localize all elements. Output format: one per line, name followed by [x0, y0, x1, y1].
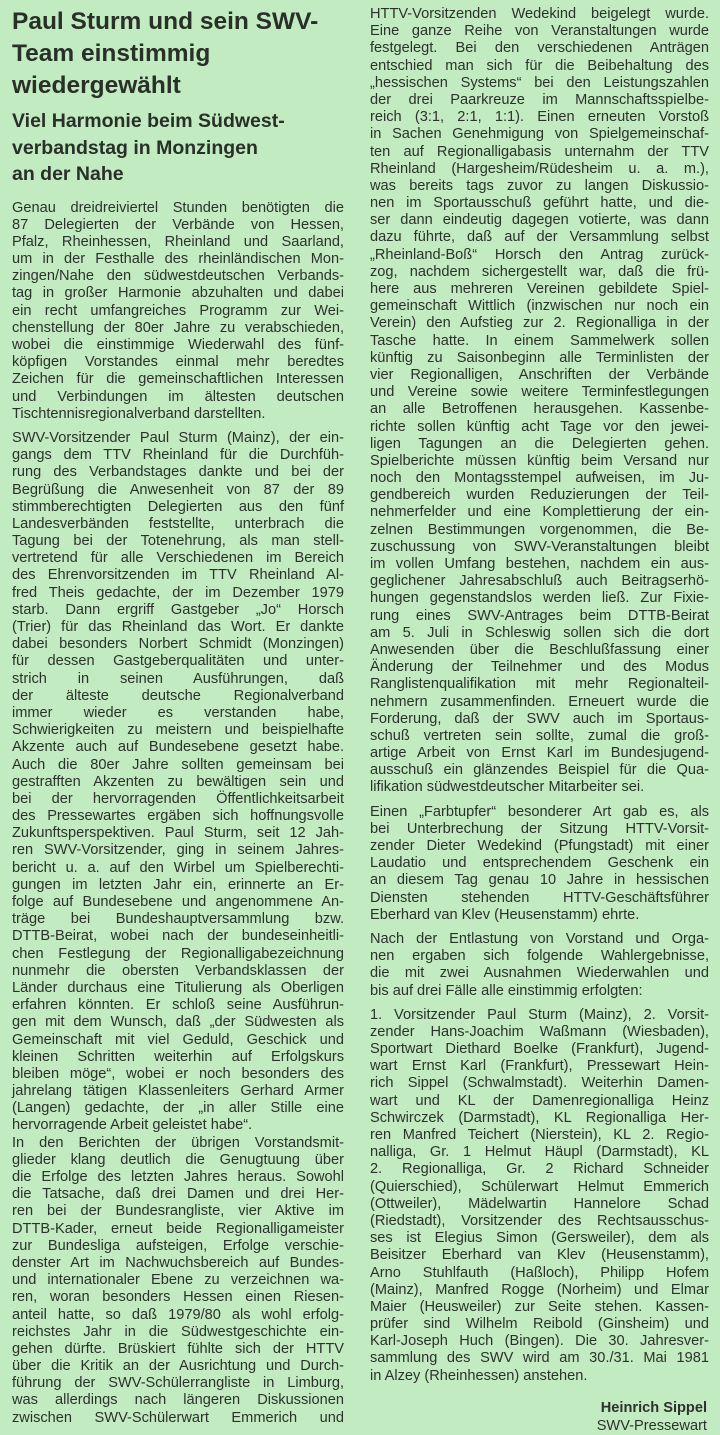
text-line: fred Theis gedachte, der im Dezember 1979	[12, 584, 344, 601]
text-line: zur Bundesliga aufsteigen, Erfolge verschie-	[12, 1237, 344, 1254]
headline	[12, 6, 344, 102]
text-line: zingen/Nahe den südwestdeutschen Verbands-	[12, 268, 344, 285]
text-line: Verein) den Aufstieg zur 2. Regionalliga in der	[370, 315, 709, 332]
text-line: Eine ganze Reihe von Veranstaltungen wurde	[370, 23, 709, 40]
text-line: lifikation südwestdeutscher Mitarbeiter sei.	[370, 779, 645, 796]
paragraph	[370, 1007, 709, 1385]
text-line: nehmerfelder und eine Komplettierung der ein-	[370, 504, 709, 521]
text-line: Arno Stuhlfauth (Haßloch), Philipp Hofem	[370, 1264, 709, 1281]
text-line: zender Dieter Wedekind (Pfungstadt) mit einer	[370, 838, 709, 854]
text-line: Eberhard van Klev (Heusenstamm) ehrte.	[370, 906, 640, 923]
text-line: Genau dreidreiviertel Stunden benötigten die	[12, 199, 344, 216]
text-line: an diesem Tag genau 10 Jahre in hessischen	[370, 872, 709, 889]
text-line: ein recht umfangreiches Programm zur Wei-	[12, 302, 344, 319]
text-line: in Sachen Genehmigung von Spielgemeinschaf-	[370, 126, 709, 143]
text-line: 87 Delegierten der Verbände von Hessen,	[12, 216, 344, 233]
text-line: Einen „Farbtupfer“ besonderer Art gab es, als	[370, 803, 709, 820]
text-line: chenstellung der 80er Jahre zu verabschieden,	[12, 319, 344, 336]
headline-line: wiedergewählt	[12, 72, 181, 99]
text-line: Landesverbänden feststellte, unterbrach die	[12, 515, 344, 532]
subheadline-line: verbandstag in Monzingen	[12, 136, 258, 159]
text-line: Rheinland (Hargesheim/Rüdesheim u. a. m.),	[370, 160, 709, 177]
text-line: für dessen Gastgeberqualitäten und unter-	[12, 653, 344, 670]
text-line: Beisitzer Eberhard van Klev (Heusenstamm),	[370, 1247, 709, 1264]
text-line: Diensten stehenden HTTV-Geschäftsführer	[370, 889, 709, 906]
text-line: an alle Betroffenen herausgehen. Kassenbe-	[370, 401, 709, 418]
text-line: (Riedstadt), Vorsitzender des Rechtsausschus-	[370, 1212, 709, 1229]
article-body-right	[370, 6, 709, 1385]
text-line: bis auf drei Fälle alle einstimmig erfolgten:	[370, 982, 643, 999]
text-line: was allerdings nach längeren Diskussionen	[12, 1392, 344, 1409]
text-line: (Mainz), Manfred Rogge (Norheim) und Elmar	[370, 1281, 709, 1298]
text-line: Länder durchaus eine Titulierung als Oberligen	[12, 979, 344, 996]
paragraph	[12, 1135, 344, 1427]
text-line: wart Ernst Karl (Frankfurt), Pressewart Hein-	[370, 1058, 709, 1075]
text-line: sammlung des SWV wird am 30./31. Mai 1981	[370, 1350, 709, 1367]
text-line: kleinen Schritten weiterhin auf Erfolgskurs	[12, 1048, 344, 1065]
text-line: wart und KL der Damenregionalliga Heinz	[370, 1092, 709, 1109]
text-line: glieder klang deutlich die Genugtuung über	[12, 1151, 344, 1168]
text-line: Nach der Entlastung von Vorstand und Orga-	[370, 930, 709, 947]
text-line: die Tatsache, daß drei Damen und drei Her-	[12, 1186, 344, 1203]
text-line: richte sollen künftig acht Tage vor den jewei-	[370, 418, 709, 435]
left-column	[12, 0, 344, 1427]
paragraph	[370, 931, 709, 1000]
text-line: im vollen Umfang bestehen, nachdem ein aus-	[370, 556, 709, 572]
text-line: vertretend für alle Verschiedenen im Bereich	[12, 550, 344, 567]
headline-line: Paul Sturm und sein SWV-	[12, 8, 319, 35]
text-line: Pfalz, Rheinhessen, Rheinland und Saarland,	[12, 233, 344, 250]
text-line: denster Art im Nachwuchsbereich auf Bundes-	[12, 1254, 344, 1271]
text-line: gemeinschaft Wittlich (inzwischen nur noch ein	[370, 298, 709, 315]
text-line: Zukunftsperspektiven. Paul Sturm, seit 12 Jah-	[12, 825, 344, 842]
text-line: Auch die 80er Jahre sollten gemeinsam bei	[12, 756, 344, 773]
text-line: schuß vertreten sein sollte, zumal die groß-	[370, 727, 709, 744]
text-line: bei der hervorragenden Öffentlichkeitsarbeit	[12, 790, 344, 807]
text-line: strich in seinen Ausführungen, daß	[12, 670, 344, 687]
text-line: gangs dem TTV Rheinland für die Durchfüh-	[12, 447, 344, 464]
text-line: rung des Verbandstages dankte und bei der	[12, 464, 344, 481]
text-line: was bereits tags zuvor zu langen Diskussio-	[370, 177, 709, 194]
text-line: vier Regionalligen, Anschriften der Verbände	[370, 366, 709, 383]
paragraph	[370, 6, 709, 797]
author-name: Heinrich Sippel	[600, 1399, 707, 1416]
text-line: jahrelang tätigen Klassenleiters Gerhard Armer	[12, 1083, 344, 1100]
text-line: dazu führte, daß auf der Versammlung selbst	[370, 229, 709, 246]
text-line: Ranglistenqualifikation mit mehr Regionalteil-	[370, 676, 709, 693]
text-line: Gemeinschaft mit viel Geduld, Geschick und	[12, 1031, 344, 1048]
text-line: Tagung bei der Totenehrung, als man stell-	[12, 533, 344, 550]
text-line: DTTB-Kader, erneut beide Regionalligameister	[12, 1220, 344, 1237]
text-line: der älteste deutsche Regionalverband	[12, 687, 344, 704]
text-line: wobei die einstimmige Wiederwahl des fünf-	[12, 337, 344, 353]
text-line: Schwierigkeiten zu meistern und beispielhafte	[12, 722, 344, 739]
text-line: ren, woran besonders Hessen einen Riesen-	[12, 1289, 344, 1306]
text-line: ligen Tagungen an die Delegierten gehen.	[370, 435, 709, 452]
text-line: künftig zu Saisonbeginn alle Terminlisten der	[370, 349, 709, 366]
text-line: Karl-Joseph Huch (Bingen). Die 30. Jahresver-	[370, 1333, 709, 1350]
text-line: die mit zwei Ausnahmen Wiederwahlen und	[370, 965, 709, 982]
text-line: ren SWV-Vorsitzender, ging in seinem Jahres-	[12, 842, 344, 859]
text-line: (Langen) gedachte, der „in aller Stille eine	[12, 1100, 344, 1117]
text-line: zwischen SWV-Schülerwart Emmerich und	[12, 1409, 344, 1426]
text-line: Maier (Heusweiler) zur Seite stehen. Kassen-	[370, 1298, 709, 1315]
text-line: In den Berichten der übrigen Vorstandsmit-	[12, 1134, 344, 1151]
text-line: DTTB-Beirat, wobei nach der bundeseinheitli-	[12, 928, 344, 945]
text-line: (Quierschied), Schülerwart Helmut Emmerich	[370, 1178, 709, 1195]
text-line: anteil hatte, so daß 1979/80 als wohl erfolg-	[12, 1306, 344, 1323]
text-line: starb. Dann ergriff Gastgeber „Jo“ Horsch	[12, 601, 344, 618]
text-line: gendbereich wurden Reduzierungen der Teil-	[370, 487, 709, 504]
text-line: und internationaler Ebene zu verzeichnen wa-	[12, 1272, 344, 1289]
text-line: noch den Montagsstempel aufweisen, im Ju-	[370, 470, 709, 487]
text-line: des Ehrenvorsitzenden im TTV Rheinland Al-	[12, 567, 344, 584]
text-line: des Pressewartes ergäben sich hoffnungsvolle	[12, 808, 344, 825]
subheadline-line: Viel Harmonie beim Südwest-	[12, 110, 285, 132]
text-line: immer wieder es verstanden habe,	[12, 704, 344, 721]
text-line: here aus mehreren Vereinen gebildete Spiel-	[370, 281, 709, 297]
text-line: HTTV-Vorsitzenden Wedekind beigelegt wurde.	[370, 6, 709, 22]
text-line: tag in großer Harmonie abzuhalten und dabei	[12, 285, 344, 302]
text-line: in Alzey (Rheinhessen) anstehen.	[370, 1367, 588, 1384]
headline-line: Team einstimmig	[12, 40, 211, 67]
text-line: dabei besonders Norbert Schmidt (Monzingen)	[12, 636, 344, 653]
text-line: geglichener Jahresabschluß auch Beitragserhö-	[370, 573, 709, 590]
text-line: nen ergaben sich folgende Wahlergebnisse,	[370, 948, 709, 965]
text-line: 2. Regionalliga, Gr. 2 Richard Schneider	[370, 1161, 709, 1178]
text-line: Spielberichte müssen künftig beim Versand nur	[370, 452, 709, 469]
text-line: gungen im letzten Jahr ein, erinnerte an Er-	[12, 876, 344, 893]
text-line: führung der SWV-Schülerrangliste in Limburg,	[12, 1375, 344, 1392]
text-line: Änderung der Teilnehmer und des Modus	[370, 659, 709, 676]
text-line: nunmehr die obersten Verbandsklassen der	[12, 962, 344, 979]
text-line: Begrüßung die Anwesenheit von 87 der 89	[12, 481, 344, 498]
text-line: 1. Vorsitzender Paul Sturm (Mainz), 2. Vorsit-	[370, 1006, 709, 1023]
text-line: die Erfolge des letzten Jahres heraus. Sowohl	[12, 1169, 344, 1185]
subheadline-line: an der Nahe	[12, 163, 124, 185]
text-line: ser dann eindeutig dagegen votierte, was dann	[370, 212, 709, 229]
right-column	[370, 6, 709, 1435]
text-line: ses ist Elegius Simon (Gersweiler), dem als	[370, 1230, 709, 1247]
text-line: Zeichen für die gemeinschaftlichen Interessen	[12, 371, 344, 388]
subheadline	[12, 108, 344, 188]
text-line: ren Manfred Teichert (Nierstein), KL 2. Regio-	[370, 1127, 709, 1143]
text-line: prüfer sind Wilhelm Reibold (Ginsheim) und	[370, 1316, 709, 1333]
text-line: (Trier) für das Rheinland das Wort. Er dankte	[12, 619, 344, 635]
text-line: hervorragende Arbeit geleistet habe“.	[12, 1117, 253, 1134]
text-line: über die Kritik an der Ausrichtung und Durch-	[12, 1358, 344, 1375]
author-role: SWV-Pressewart	[596, 1417, 707, 1434]
text-line: Anwesenden über die Beschlußfassung einer	[370, 641, 709, 658]
paragraph	[12, 200, 344, 423]
text-line: zender Hans-Joachim Waßmann (Wiesbaden),	[370, 1023, 709, 1040]
text-line: und Verbindungen im ältesten deutschen	[12, 388, 344, 405]
text-line: um in der Festhalle des rheinländischen Mon-	[12, 251, 344, 268]
text-line: ausschuß ein glänzendes Beispiel für die Qua-	[370, 762, 709, 779]
text-line: „Rheinland-Boß“ Horsch den Antrag zurück-	[370, 246, 709, 263]
text-line: chen Festlegung der Regionalligabezeichnung	[12, 945, 344, 962]
author-signature	[370, 1399, 709, 1435]
text-line: träge bei Bundeshauptversammlung bzw.	[12, 911, 344, 928]
text-line: festgelegt. Bei den verschiedenen Anträgen	[370, 40, 709, 57]
text-line: SWV-Vorsitzender Paul Sturm (Mainz), der ein-	[12, 429, 344, 446]
text-line: Schwirczek (Darmstadt), KL Regionalliga Her-	[370, 1109, 709, 1126]
text-line: Tasche hatte. In einem Sammelwerk sollen	[370, 332, 709, 349]
text-line: gehen dürfte. Brüskiert fühlte sich der HTTV	[12, 1340, 344, 1357]
text-line: ren bei der Bundesrangliste, vier Aktive im	[12, 1203, 344, 1220]
text-line: zog, nachdem sichergestellt war, daß die frü-	[370, 263, 709, 280]
text-line: (Ottweiler), Mädelwartin Hannelore Schad	[370, 1195, 709, 1212]
text-line: Akzente auch auf Bundesebene gesetzt habe.	[12, 739, 344, 756]
text-line: gestrafften Akzenten zu bewältigen sein und	[12, 773, 344, 790]
text-line: Forderung, daß der SWV auch im Sportaus-	[370, 710, 709, 727]
text-line: erfahren könnten. Er schloß seine Ausführun-	[12, 997, 344, 1014]
text-line: nalliga, Gr. 1 Helmut Häupl (Darmstadt), KL	[370, 1144, 709, 1161]
text-line: bleiben möge“, wobei er noch besonders des	[12, 1065, 344, 1082]
text-line: Sportwart Diethard Boelke (Frankfurt), Jugend-	[370, 1041, 709, 1058]
text-line: rich Sippel (Schwalmstadt). Weiterhin Damen-	[370, 1075, 709, 1092]
text-line: nen im Sportausschuß geführt hatte, und die-	[370, 195, 709, 212]
text-line: bei Unterbrechung der Sitzung HTTV-Vorsit-	[370, 820, 709, 837]
text-line: bericht u. a. auf den Wirbel um Spielberechti-	[12, 859, 344, 876]
text-line: zelnen Bestimmungen vorgenommen, die Be-	[370, 521, 709, 538]
text-line: artige Arbeit von Ernst Karl im Bundesjugend-	[370, 745, 709, 762]
text-line: gen mit dem Wunsch, daß „der Südwesten als	[12, 1014, 344, 1031]
text-line: zuschussung von SWV-Veranstaltungen bleibt	[370, 538, 709, 555]
text-line: stimmberechtigten Delegierten aus den fünf	[12, 498, 344, 515]
article-body-left	[12, 200, 344, 1427]
text-line: der drei Paarkreuze im Mannschaftsspielbe-	[370, 91, 709, 108]
text-line: reich (3:1, 2:1, 1:1). Einen erneuten Vorstoß	[370, 109, 709, 126]
text-line: folge auf Bundesebene und angenommene An-	[12, 894, 344, 910]
text-line: Laudatio und entsprechendem Geschenk ein	[370, 855, 709, 872]
text-line: hungen gegenstandslos werden ließ. Zur Fixie-	[370, 590, 709, 607]
text-line: reichstes Jahr in die Südwestgeschichte ein-	[12, 1323, 344, 1340]
text-line: und Vereine sowie weitere Terminfestlegungen	[370, 384, 709, 401]
text-line: köpfigen Vorstandes einmal mehr beredtes	[12, 354, 344, 371]
paragraph	[12, 430, 344, 1135]
text-line: Tischtennisregionalverband darstellten.	[12, 405, 266, 422]
text-line: rung eines SWV-Antrages beim DTTB-Beirat	[370, 607, 709, 624]
text-line: „hessischen Systems“ bei den Leistungszahlen	[370, 74, 709, 91]
text-line: entschied man sich für die Beibehaltung des	[370, 57, 709, 74]
text-line: am 5. Juli in Schleswig sollen sich die dort	[370, 624, 709, 641]
text-line: nehmern zusammenfinden. Erneuert wurde die	[370, 693, 709, 710]
text-line: ten auf Regionalligabasis unternahm der TTV	[370, 143, 709, 160]
paragraph	[370, 804, 709, 924]
